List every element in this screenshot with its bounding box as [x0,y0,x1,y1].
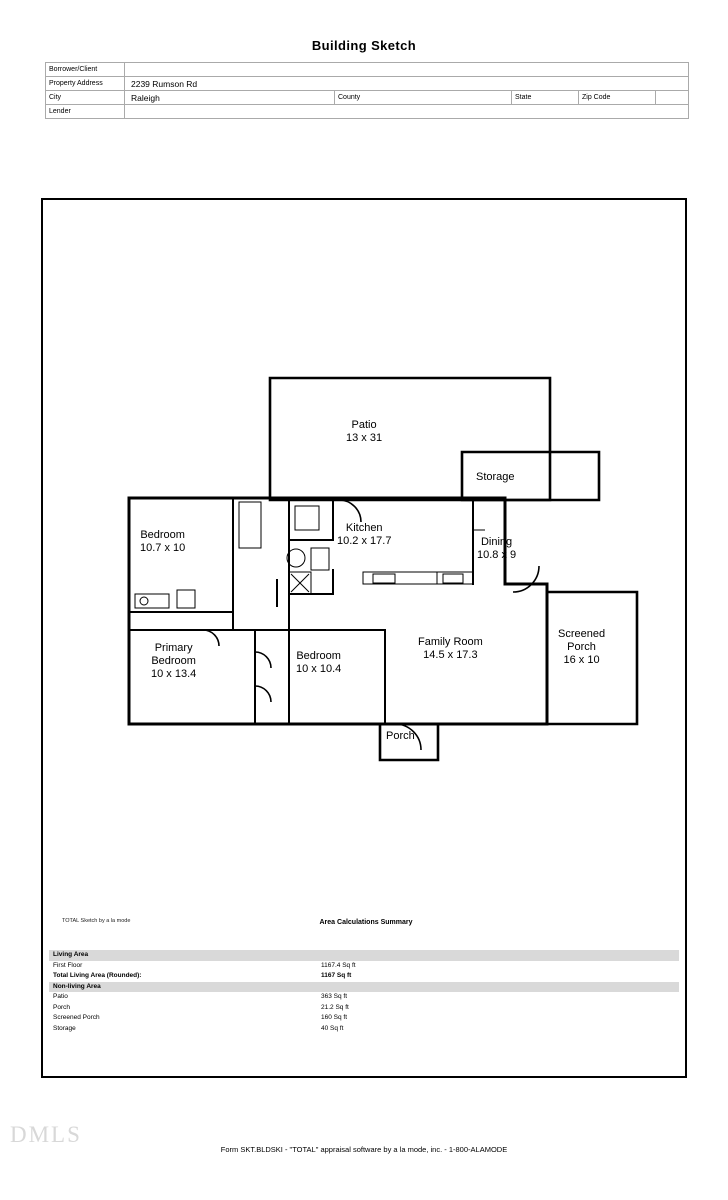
lender-label: Lender [46,105,125,119]
property-address-value: 2239 Rumson Rd [125,77,689,91]
living-area-header: Living Area [49,950,679,961]
door-arc-bedroom-a [255,652,271,668]
borrower-label: Borrower/Client [46,63,125,77]
floor-plan-svg [43,200,689,960]
table-row-screened-porch: Screened Porch 160 Sq ft [53,1014,348,1021]
city-label: City [46,91,125,105]
toilet-fixture [311,548,329,570]
watermark-logo: DMLS [10,1122,82,1147]
cooktop-fixture [373,574,395,583]
table-row-lender [46,105,689,119]
table-row-city [46,91,689,105]
table-row-borrower [46,63,689,77]
door-arc-primary [203,630,219,646]
room-label-porch: Porch [386,730,415,742]
door-arc-screened-porch [513,566,539,592]
nonliving-area-header: Non-living Area [49,982,679,993]
city-value: Raleigh [125,91,335,105]
kitchen-sink-fixture [443,574,463,583]
room-label-family-room: Family Room 14.5 x 17.3 [418,636,483,661]
table-row-total-living: Total Living Area (Rounded): 1167 Sq ft [53,972,352,979]
room-label-patio: Patio 13 x 31 [346,419,383,444]
lender-value [125,105,689,119]
property-address-label: Property Address [46,77,125,91]
zip-label: Zip Code [579,91,656,105]
sketch-credit: TOTAL Sketch by a la mode [62,918,131,924]
table-row-first-floor: First Floor 1167.4 Sq ft [53,961,356,969]
room-label-storage: Storage [476,471,515,483]
room-label-primary-bedroom: Primary Bedroom 10 x 13.4 [151,642,197,680]
room-label-dining: Dining 10.8 x 9 [477,536,517,561]
table-row-patio: Patio 363 Sq ft [53,993,348,1000]
toilet-fixture-2 [177,590,195,608]
room-label-bedroom-1: Bedroom 10.7 x 10 [140,529,186,554]
room-label-screened-porch: Screened Porch 16 x 10 [558,628,606,666]
table-row-storage: Storage 40 Sq ft [53,1024,344,1032]
page-title: Building Sketch [311,38,417,53]
building-sketch-frame [41,198,687,1078]
floor-plan-drawing [43,200,689,960]
table-row-address [46,77,689,91]
room-label-kitchen: Kitchen 10.2 x 17.7 [337,522,392,547]
bathtub-fixture [239,502,261,548]
room-label-bedroom-3: Bedroom 10 x 10.4 [296,650,342,675]
borrower-value [125,63,689,77]
table-row-porch: Porch 21.2 Sq ft [53,1003,349,1011]
door-arc-kitchen-patio [339,500,361,522]
area-calculations-summary [49,950,679,1034]
zip-value [656,91,689,105]
door-arc-bedroom-b [255,686,271,702]
vanity-sink [140,597,148,605]
area-calculations-title: Area Calculations Summary [319,919,413,926]
county-label: County [335,91,512,105]
property-info-table [45,62,689,119]
shower-fixture [295,506,319,530]
form-footer-text: Form SKT.BLDSKI - "TOTAL" appraisal software by a la mode, inc. - 1-800-ALAMODE [220,1145,508,1154]
state-label: State [512,91,579,105]
